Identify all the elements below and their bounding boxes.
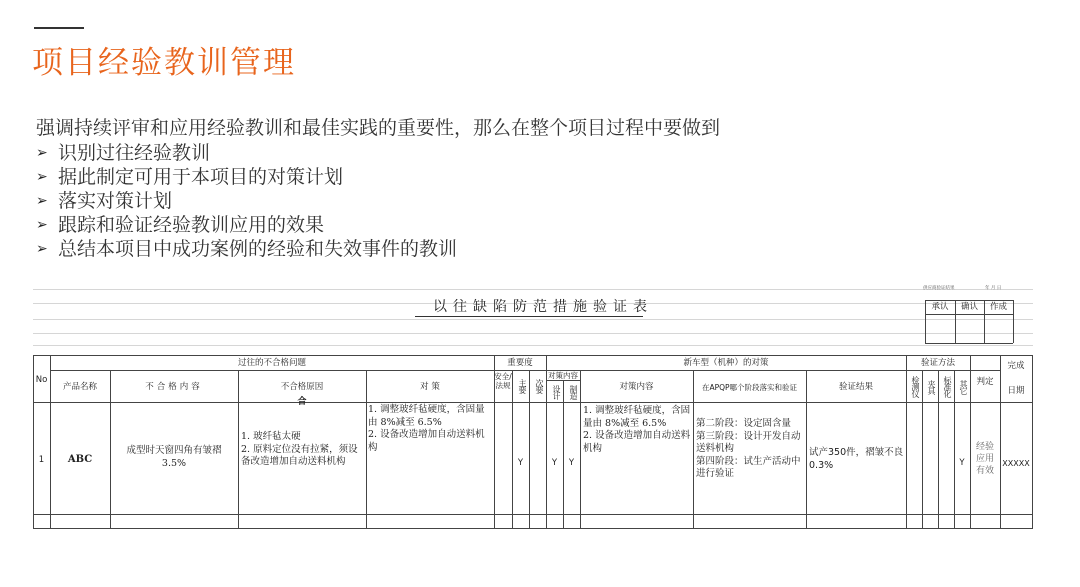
bullet-text: 跟踪和验证经验教训应用的效果 [58, 214, 325, 236]
group-header-past-issues: 过往的不合格问题 [237, 358, 306, 368]
bullet-list [36, 141, 457, 261]
row-design: Y [551, 458, 558, 468]
col-header-new-cm-content: 对策内容 [619, 382, 654, 392]
col-header-standardization: 标准化 [943, 375, 952, 397]
bullet-item [36, 213, 457, 237]
row-countermeasure: 1. 调整玻纤毡硬度，含固量由 8%减至 6.5% 2. 设备改造增加自动送料机构 [368, 404, 485, 453]
col-header-design: 设计 [552, 384, 561, 399]
row-nonconformity: 成型时天窗四角有皱褶3.5% [126, 445, 222, 469]
arrow-bullet-icon: ➢ [36, 145, 48, 161]
bullet-item [36, 165, 457, 189]
row-date: XXXXX [1002, 459, 1030, 468]
verification-form-image [33, 283, 1033, 531]
bullet-item [36, 141, 457, 165]
form-top-note: 供应商验证结果 [923, 286, 955, 291]
row-result: 试产350件，褶皱不良0.3% [809, 447, 904, 471]
header-completion: 完成 [1007, 361, 1025, 371]
col-header-product: 产品名称 [62, 382, 97, 392]
bullet-item [36, 189, 457, 213]
title-accent-rule [34, 27, 84, 29]
bullet-item [36, 237, 457, 261]
signoff-prepare: 作成 [989, 302, 1007, 312]
row-apqp-stage: 第二阶段：设定固含量 第三阶段：设计开发自动送料机构 第四阶段：试生产活动中进行验证 [696, 418, 801, 479]
arrow-bullet-icon: ➢ [36, 169, 48, 185]
col-header-date: 日期 [1007, 386, 1025, 396]
bullet-text: 识别过往经验教训 [58, 142, 211, 164]
group-header-verification-method: 验证方法 [920, 358, 955, 368]
arrow-bullet-icon: ➢ [36, 193, 48, 209]
row-cause-prefix: 合 [297, 397, 307, 407]
form-title: 以往缺陷防范措施验证表 [433, 299, 653, 315]
col-header-nonconformity: 不合格内容 [145, 382, 203, 392]
col-header-cm-content-group: 对策内容 [548, 371, 578, 380]
col-header-other: 其它 [959, 380, 968, 394]
bullet-text: 落实对策计划 [58, 190, 173, 212]
row-major: Y [517, 458, 524, 468]
row-no: 1 [38, 455, 45, 465]
row-product: ABC [67, 454, 93, 465]
col-header-apqp-stage: 在APQP哪个阶段落实和验证 [701, 383, 798, 392]
page-title: 项目经验教训管理 [32, 45, 296, 81]
signoff-approve: 承认 [931, 302, 949, 312]
arrow-bullet-icon: ➢ [36, 217, 48, 233]
row-new-cm-content: 1. 调整玻纤毡硬度，含固量由 8%减至 6.5% 2. 设备改造增加自动送料机构 [583, 405, 691, 454]
col-header-no: No [35, 375, 48, 385]
col-header-major: 主要 [518, 379, 527, 393]
row-other: Y [959, 458, 965, 468]
col-header-result: 验证结果 [838, 382, 873, 392]
form-title-underline [415, 316, 643, 317]
col-header-minor: 次要 [535, 379, 544, 393]
bullet-text: 总结本项目中成功案例的经验和失效事件的教训 [58, 238, 458, 260]
row-cause: 1. 玻纤毡太硬 2. 原料定位没有拉紧，须设备改造增加自动送料机构 [241, 431, 358, 467]
group-header-importance: 重要度 [507, 358, 533, 368]
form-top-date: 年 月 日 [985, 286, 1002, 291]
col-header-judgement: 判定 [976, 377, 994, 387]
arrow-bullet-icon: ➢ [36, 241, 48, 257]
col-header-inspection: 检测仪 [911, 375, 920, 397]
bullet-text: 据此制定可用于本项目的对策计划 [58, 166, 344, 188]
col-header-manufacturing: 制造 [569, 384, 578, 399]
col-header-fixture: 夹具 [927, 380, 936, 394]
row-manufacturing: Y [568, 458, 575, 468]
col-header-cause: 不合格原因 [280, 382, 324, 392]
intro-text: 强调持续评审和应用经验教训和最佳实践的重要性，那么在整个项目过程中要做到 [36, 117, 721, 139]
signoff-confirm: 确认 [960, 302, 978, 312]
group-header-new-model: 新车型（机种）的对策 [683, 358, 769, 368]
col-header-safety: 安全/法规 [494, 372, 512, 390]
col-header-countermeasure: 对 策 [420, 382, 440, 392]
row-judgement: 经验应用有效 [975, 442, 994, 476]
